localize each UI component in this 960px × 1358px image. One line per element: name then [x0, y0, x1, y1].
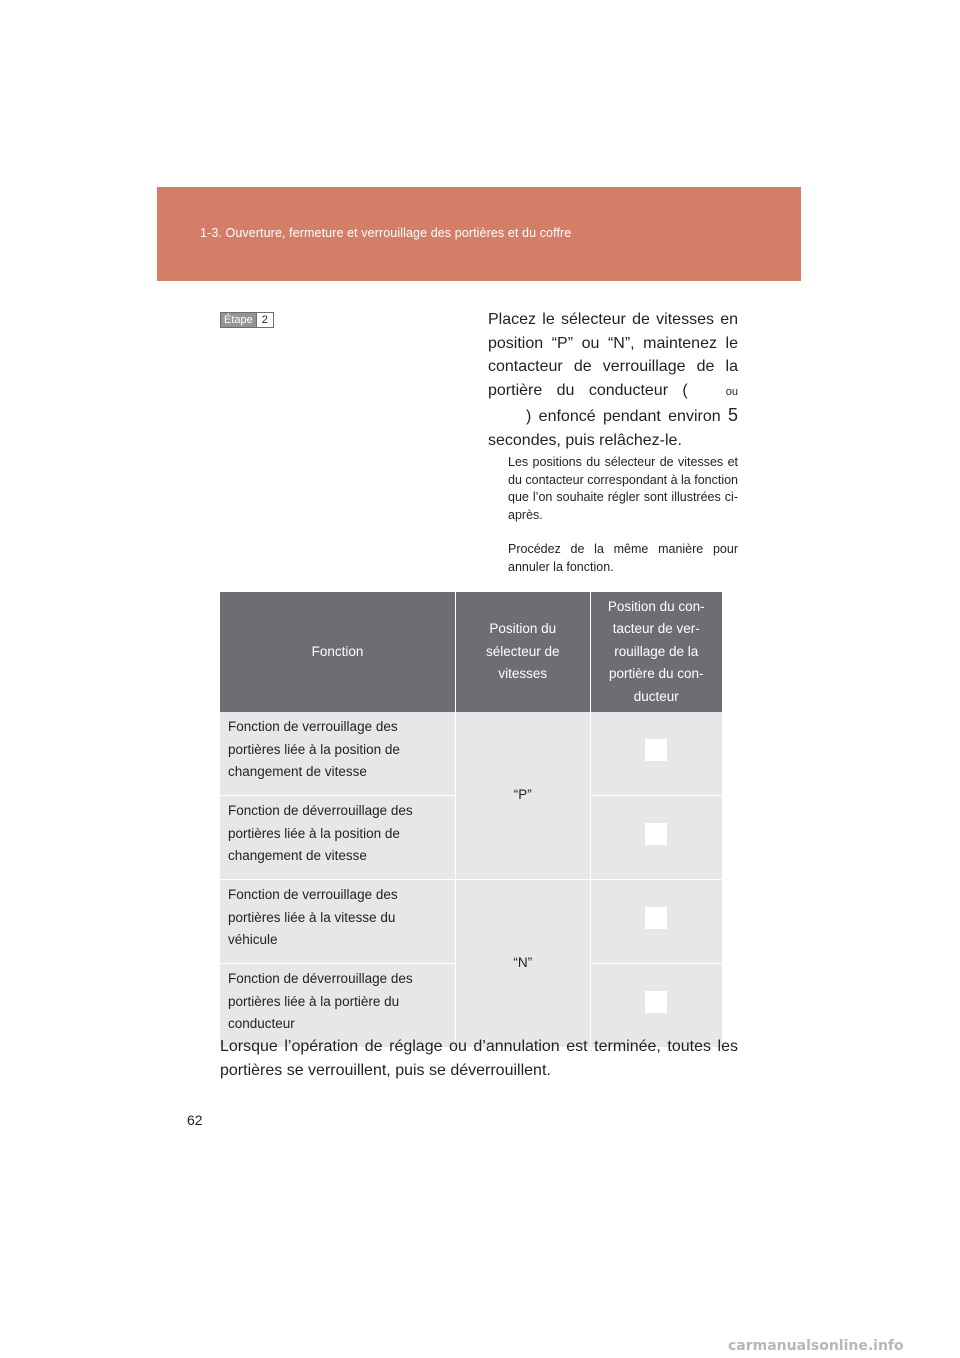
function-name: Fonction de déverrouillage des portières liée à la portière du conducteur	[220, 964, 456, 1048]
table-row	[220, 880, 722, 964]
function-name: Fonction de verrouillage des portières liée à la vitesse du véhicule	[220, 880, 456, 964]
step-note-positions: Les positions du sélecteur de vitesses et du contacteur correspondant à la fonction que l’on souhaite régler sont illustrées ci-après.	[508, 455, 739, 522]
header-function-label: Fonction	[311, 643, 364, 659]
header-function	[220, 592, 456, 712]
section-title: 1-3. Ouverture, fermeture et verrouillage des portières et du coffre	[200, 226, 572, 240]
shift-position: “P”	[456, 712, 591, 880]
table-row	[220, 712, 722, 796]
step-text-part3: secondes, puis relâchez-le.	[488, 431, 682, 449]
step-instruction	[488, 308, 738, 452]
header-shift-position-label: Position du sélecteur de vitesses	[485, 621, 560, 682]
table-header-row	[220, 592, 722, 712]
step-text-part2: ) enfoncé pendant environ	[526, 408, 721, 425]
function-table	[220, 592, 722, 1048]
step-note-cancel: Procédez de la même manière pour annuler la fonction.	[508, 542, 738, 574]
header-switch-position-label: Position du con- tacteur de ver- rouillage de la portière du con- ducteur	[607, 598, 705, 704]
step-number: 2	[256, 313, 273, 327]
page-number: 62	[187, 1112, 203, 1128]
function-name: Fonction de verrouillage des portières liée à la position de changement de vitesse	[220, 712, 456, 796]
switch-position-cell	[590, 880, 722, 964]
or-word: ou	[725, 385, 738, 398]
switch-position-icon	[645, 991, 667, 1013]
step-badge	[220, 312, 274, 328]
header-shift-position	[456, 592, 591, 712]
header-switch-position	[590, 592, 722, 712]
switch-position-icon	[645, 907, 667, 929]
seconds-number: 5	[727, 405, 738, 425]
watermark: carmanualsonline.info	[728, 1338, 904, 1354]
switch-position-cell	[590, 712, 722, 796]
step-text-part1: Placez le sélecteur de vitesses en position “P” ou “N”, maintenez le contacteur de verrouillage de la portière du conducteur (	[488, 311, 738, 399]
shift-position: “N”	[456, 880, 591, 1048]
switch-position-icon	[645, 739, 667, 761]
function-name: Fonction de déverrouillage des portières liée à la position de changement de vitesse	[220, 796, 456, 880]
switch-position-icon	[645, 823, 667, 845]
switch-position-cell	[590, 796, 722, 880]
completion-note: Lorsque l’opération de réglage ou d’annulation est terminée, toutes les portières se verrouillent, puis se déverrouillent.	[220, 1038, 738, 1079]
step-label: Étape	[221, 313, 256, 327]
